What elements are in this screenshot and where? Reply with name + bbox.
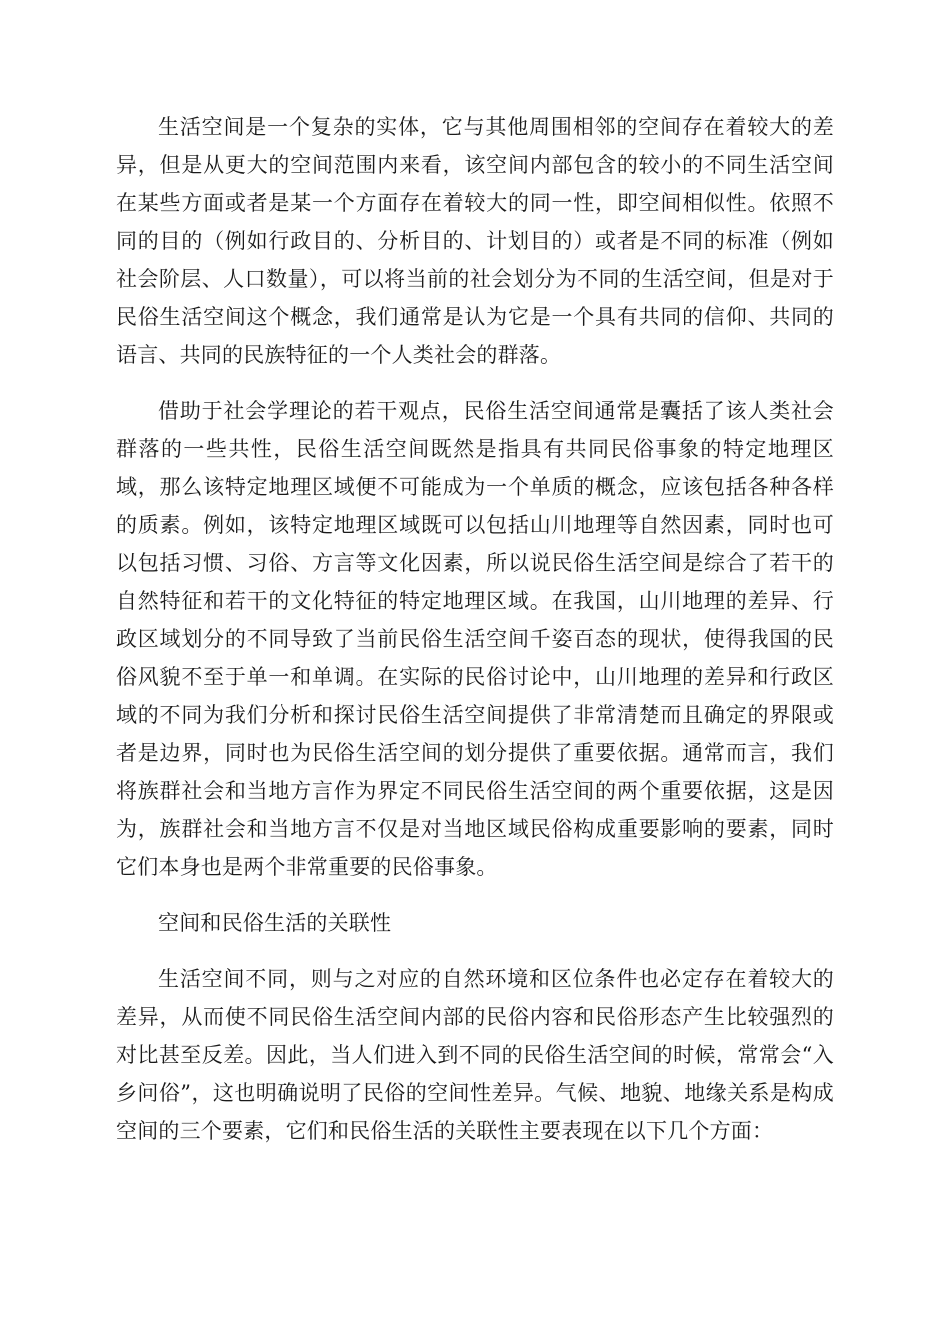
document-body xyxy=(116,108,834,1150)
paragraph-3: 生活空间不同，则与之对应的自然环境和区位条件也必定存在着较大的差异，从而使不同民俗生活空间内部的民俗内容和民俗形态产生比较强烈的对比甚至反差。因此，当人们进入到不同的民俗生活空间的时候，常常会“入乡问俗”，这也明确说明了民俗的空间性差异。气候、地貌、地缘关系是构成空间的三个要素，它们和民俗生活的关联性主要表现在以下几个方面： xyxy=(116,967,834,1143)
paragraph-1: 生活空间是一个复杂的实体，它与其他周围相邻的空间存在着较大的差异，但是从更大的空间范围内来看，该空间内部包含的较小的不同生活空间在某些方面或者是某一个方面存在着较大的同一性，即空间相似性。依照不同的目的（例如行政目的、分析目的、计划目的）或者是不同的标准（例如社会阶层、人口数量），可以将当前的社会划分为不同的生活空间，但是对于民俗生活空间这个概念，我们通常是认为它是一个具有共同的信仰、共同的语言、共同的民族特征的一个人类社会的群落。 xyxy=(116,115,834,367)
paragraph-2: 借助于社会学理论的若干观点，民俗生活空间通常是囊括了该人类社会群落的一些共性，民俗生活空间既然是指具有共同民俗事象的特定地理区域，那么该特定地理区域便不可能成为一个单质的概念，应该包括各种各样的质素。例如，该特定地理区域既可以包括山川地理等自然因素，同时也可以包括习惯、习俗、方言等文化因素，所以说民俗生活空间是综合了若干的自然特征和若干的文化特征的特定地理区域。在我国，山川地理的差异、行政区域划分的不同导致了当前民俗生活空间千姿百态的现状，使得我国的民俗风貌不至于单一和单调。在实际的民俗讨论中，山川地理的差异和行政区域的不同为我们分析和探讨民俗生活空间提供了非常清楚而且确定的界限或者是边界，同时也为民俗生活空间的划分提供了重要依据。通常而言，我们将族群社会和当地方言作为界定不同民俗生活空间的两个重要依据，这是因为，族群社会和当地方言不仅是对当地区域民俗构成重要影响的要素，同时它们本身也是两个非常重要的民俗事象。 xyxy=(116,399,834,879)
section-heading: 空间和民俗生活的关联性 xyxy=(158,911,392,935)
